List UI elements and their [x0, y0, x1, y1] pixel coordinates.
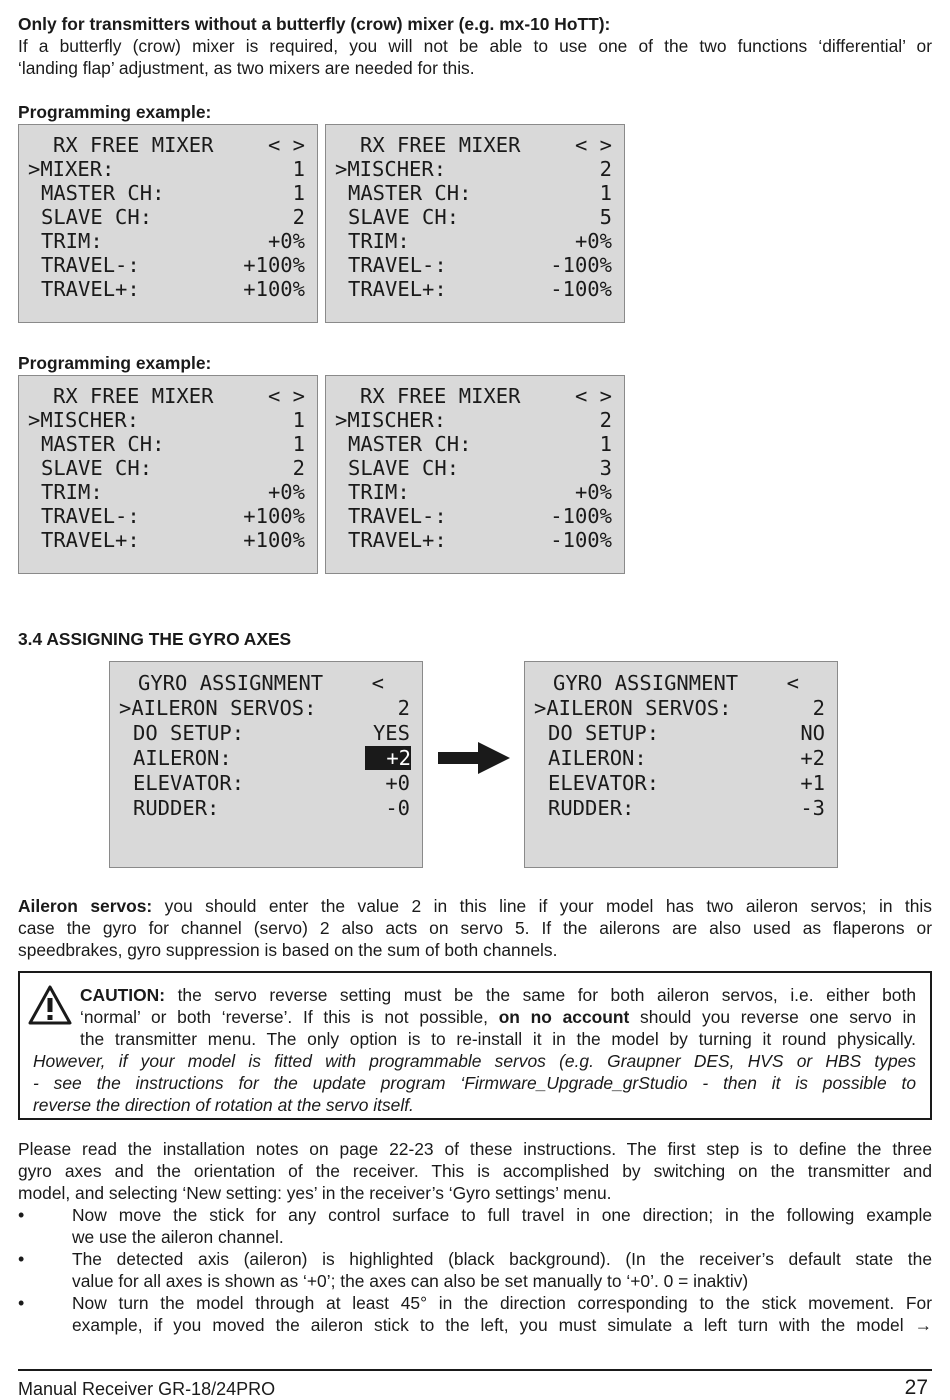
- screen-row-label: SLAVE CH:: [41, 205, 153, 229]
- caution-text: ‘normal’ or both ‘reverse’. If this is not possible,: [80, 1007, 499, 1027]
- screen-row-value: +0: [385, 771, 410, 795]
- screen-row-label: MASTER CH:: [41, 181, 165, 205]
- screen-row-label: RUDDER:: [133, 796, 220, 820]
- screen-row-value: 2: [397, 696, 410, 720]
- screen-row-value: +100%: [243, 528, 305, 552]
- screen-row-value: +0%: [574, 229, 612, 253]
- caution-line: - see the instructions for the update program ‘Firmware_Upgrade_grStudio - then it is possible to: [33, 1073, 916, 1093]
- aileron-text: you should enter the value 2 in this line if your model has two aileron servos; in this: [152, 896, 932, 916]
- screen-nav-arrows: <: [371, 671, 384, 695]
- screen-title: RX FREE MIXER: [360, 133, 521, 157]
- highlighted-axis-value: +2: [365, 746, 411, 770]
- screen-row-label: TRAVEL+:: [348, 277, 447, 301]
- caution-line: [80, 1006, 916, 1028]
- rx-free-mixer-screen: [325, 124, 625, 323]
- screen-row-value: +1: [800, 771, 825, 795]
- screen-row-value: +100%: [243, 253, 305, 277]
- screen-row-label: >MISCHER:: [335, 157, 447, 181]
- aileron-paragraph-line: speedbrakes, gyro suppression is based on the sum of both channels.: [18, 940, 558, 960]
- screen-row-label: AILERON:: [133, 746, 232, 770]
- screen-row-value: 1: [292, 432, 305, 456]
- screen-row-value: 2: [812, 696, 825, 720]
- screen-row-label: >MISCHER:: [335, 408, 447, 432]
- screen-nav-arrows: <: [786, 671, 799, 695]
- screen-row-value: 5: [599, 205, 612, 229]
- caution-box: [18, 971, 932, 1120]
- screen-row-label: TRAVEL+:: [41, 528, 140, 552]
- screen-row-label: DO SETUP:: [548, 721, 660, 745]
- screen-row-label: TRAVEL-:: [348, 504, 447, 528]
- screen-title: RX FREE MIXER: [53, 133, 214, 157]
- screen-row-label: >MIXER:: [28, 157, 115, 181]
- bullet-marker: •: [18, 1293, 25, 1313]
- screen-row-label: >AILERON SERVOS:: [119, 696, 317, 720]
- screen-row-value: 1: [599, 181, 612, 205]
- screen-nav-arrows: < >: [267, 133, 305, 157]
- screen-row-value: +2: [800, 746, 825, 770]
- bullet-line: The detected axis (aileron) is highlighted (black background). (In the receiver’s default state the: [72, 1249, 932, 1269]
- caution-line: the transmitter menu. The only option is to re-install it in the model by turning it round physically.: [80, 1029, 916, 1049]
- install-paragraph-line: Please read the installation notes on page 22-23 of these instructions. The first step is to define the three: [18, 1139, 932, 1159]
- screen-title: GYRO ASSIGNMENT: [138, 671, 324, 695]
- screen-row-label: TRIM:: [41, 480, 103, 504]
- screen-row-value: -100%: [550, 253, 612, 277]
- caution-text: the servo reverse setting must be the same for both aileron servos, i.e. either both: [165, 985, 916, 1005]
- screen-row-label: ELEVATOR:: [548, 771, 660, 795]
- screen-row-label: TRAVEL-:: [41, 253, 140, 277]
- screen-row-value: +0%: [267, 480, 305, 504]
- page-number: 27: [904, 1376, 928, 1399]
- screen-row-label: AILERON:: [548, 746, 647, 770]
- screen-row-value: -100%: [550, 504, 612, 528]
- screen-row-label: MASTER CH:: [348, 181, 472, 205]
- caution-label: CAUTION:: [80, 985, 166, 1005]
- screen-row-label: >AILERON SERVOS:: [534, 696, 732, 720]
- footer-rule: [18, 1369, 932, 1371]
- screen-row-value: YES: [372, 721, 410, 745]
- screen-row-value: 2: [292, 205, 305, 229]
- screen-row-value: 1: [292, 181, 305, 205]
- screen-row-value: +100%: [243, 504, 305, 528]
- screen-row-value: NO: [800, 721, 825, 745]
- screen-row-value: 1: [292, 408, 305, 432]
- screen-nav-arrows: < >: [574, 133, 612, 157]
- screen-row-label: DO SETUP:: [133, 721, 245, 745]
- screen-row-label: TRIM:: [348, 229, 410, 253]
- screen-row-label: TRAVEL-:: [41, 504, 140, 528]
- caution-line: [80, 984, 916, 1006]
- aileron-term: Aileron servos:: [18, 896, 153, 916]
- screen-row-label: SLAVE CH:: [348, 205, 460, 229]
- screen-row-value: +0%: [267, 229, 305, 253]
- screen-row-label: MASTER CH:: [348, 432, 472, 456]
- right-arrow-icon: [438, 742, 510, 774]
- screen-row-label: TRIM:: [41, 229, 103, 253]
- gyro-assignment-screen-after: [524, 661, 838, 868]
- screen-nav-arrows: < >: [267, 384, 305, 408]
- screen-title: RX FREE MIXER: [53, 384, 214, 408]
- rx-free-mixer-screen: [18, 375, 318, 574]
- screen-row-value: +0%: [574, 480, 612, 504]
- intro-text-line: ‘landing flap’ adjustment, as two mixers are needed for this.: [18, 58, 475, 78]
- bullet-line: we use the aileron channel.: [72, 1227, 284, 1247]
- footer-title: Manual Receiver GR-18/24PRO: [18, 1379, 276, 1399]
- gyro-assignment-screen-before: [109, 661, 423, 868]
- bullet-line: Now move the stick for any control surface to full travel in one direction; in the following example: [72, 1205, 932, 1225]
- caution-line: reverse the direction of rotation at the servo itself.: [33, 1095, 414, 1115]
- screen-row-value: +100%: [243, 277, 305, 301]
- screen-row-label: RUDDER:: [548, 796, 635, 820]
- screen-row-label: SLAVE CH:: [348, 456, 460, 480]
- programming-example-heading: Programming example:: [18, 353, 212, 373]
- bullet-line: example, if you moved the aileron stick to the left, you must simulate a left turn with the model →: [72, 1315, 932, 1335]
- caution-emphasis: on no account: [498, 1007, 630, 1027]
- bullet-line: Now turn the model through at least 45° in the direction corresponding to the stick movement. For: [72, 1293, 932, 1313]
- intro-heading: Only for transmitters without a butterfly (crow) mixer (e.g. mx-10 HoTT):: [18, 14, 611, 34]
- section-heading: 3.4 ASSIGNING THE GYRO AXES: [18, 629, 292, 649]
- rx-free-mixer-screen: [325, 375, 625, 574]
- screen-row-value: 2: [292, 456, 305, 480]
- screen-row-value: -3: [800, 796, 825, 820]
- screen-row-value: 3: [599, 456, 612, 480]
- screen-row-value: 1: [599, 432, 612, 456]
- intro-text-line: If a butterfly (crow) mixer is required, you will not be able to use one of the two functions ‘differential’ or: [18, 36, 932, 56]
- screen-row-label: TRAVEL+:: [41, 277, 140, 301]
- aileron-paragraph-line: case the gyro for channel (servo) 2 also acts on servo 5. If the ailerons are also used as flaperons or: [18, 918, 932, 938]
- warning-triangle-icon: [28, 985, 72, 1025]
- screen-nav-arrows: < >: [574, 384, 612, 408]
- caution-text: should you reverse one servo in: [629, 1007, 916, 1027]
- screen-row-label: TRAVEL-:: [348, 253, 447, 277]
- screen-title: RX FREE MIXER: [360, 384, 521, 408]
- screen-row-label: ELEVATOR:: [133, 771, 245, 795]
- screen-row-label: SLAVE CH:: [41, 456, 153, 480]
- install-paragraph-line: model, and selecting ‘New setting: yes’ in the receiver’s ‘Gyro settings’ menu.: [18, 1183, 612, 1203]
- screen-row-value: 2: [599, 157, 612, 181]
- screen-row-value: 1: [292, 157, 305, 181]
- caution-line: However, if your model is fitted with programmable servos (e.g. Graupner DES, HVS or HBS types: [33, 1051, 916, 1071]
- screen-row-label: >MISCHER:: [28, 408, 140, 432]
- rx-free-mixer-screen: [18, 124, 318, 323]
- screen-row-label: TRIM:: [348, 480, 410, 504]
- screen-row-value: -100%: [550, 277, 612, 301]
- screen-title: GYRO ASSIGNMENT: [553, 671, 739, 695]
- install-paragraph-line: gyro axes and the orientation of the receiver. This is accomplished by switching on the transmitter and: [18, 1161, 932, 1181]
- bullet-line: value for all axes is shown as ‘+0’; the axes can also be set manually to ‘+0’. 0 = inaktiv): [72, 1271, 749, 1291]
- screen-row-value: 2: [599, 408, 612, 432]
- bullet-marker: •: [18, 1249, 25, 1269]
- screen-row-value: -100%: [550, 528, 612, 552]
- bullet-marker: •: [18, 1205, 25, 1225]
- aileron-paragraph-line: [18, 895, 932, 917]
- screen-row-label: MASTER CH:: [41, 432, 165, 456]
- screen-row-label: TRAVEL+:: [348, 528, 447, 552]
- screen-row-value: -0: [385, 796, 410, 820]
- programming-example-heading: Programming example:: [18, 102, 212, 122]
